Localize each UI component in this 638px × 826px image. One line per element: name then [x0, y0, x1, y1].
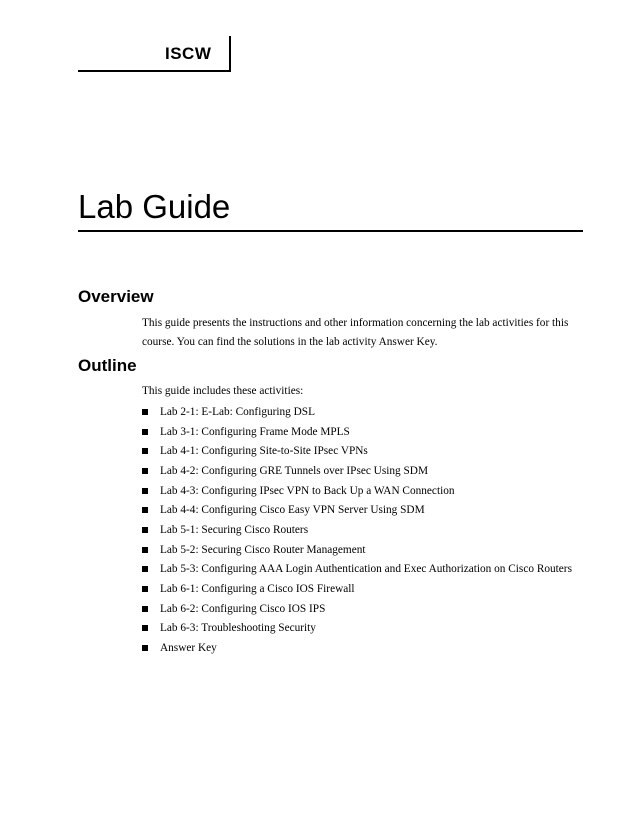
overview-line: This guide presents the instructions and other information concerning the lab activities for this: [142, 317, 569, 329]
bullet-square-icon: [142, 586, 148, 592]
list-item: [142, 540, 602, 560]
bullet-square-icon: [142, 527, 148, 533]
outline-intro: This guide includes these activities:: [142, 385, 304, 397]
activity-label: Lab 5-3: Configuring AAA Login Authentication and Exec Authorization on Cisco Routers: [160, 563, 572, 576]
list-item: [142, 402, 602, 422]
title-rule: [78, 230, 583, 232]
bullet-square-icon: [142, 507, 148, 513]
bullet-square-icon: [142, 448, 148, 454]
list-item: [142, 579, 602, 599]
list-item: [142, 461, 602, 481]
list-item: [142, 441, 602, 461]
bullet-square-icon: [142, 488, 148, 494]
activity-label: Lab 3-1: Configuring Frame Mode MPLS: [160, 425, 350, 438]
header-rule: [78, 70, 231, 72]
list-item: [142, 560, 602, 580]
overview-line: course. You can find the solutions in the lab activity Answer Key.: [142, 336, 438, 348]
list-item: [142, 619, 602, 639]
bullet-square-icon: [142, 547, 148, 553]
activity-label: Lab 4-1: Configuring Site-to-Site IPsec VPNs: [160, 445, 368, 458]
overview-text: [142, 314, 590, 352]
bullet-square-icon: [142, 625, 148, 631]
page-title: Lab Guide: [78, 188, 231, 225]
activity-label: Answer Key: [160, 642, 217, 655]
activity-label: Lab 6-1: Configuring a Cisco IOS Firewall: [160, 583, 355, 596]
activity-label: Lab 4-3: Configuring IPsec VPN to Back Up a WAN Connection: [160, 484, 455, 497]
activity-label: Lab 2-1: E-Lab: Configuring DSL: [160, 405, 315, 418]
bullet-square-icon: [142, 409, 148, 415]
course-code: ISCW: [165, 44, 212, 63]
bullet-square-icon: [142, 645, 148, 651]
activity-label: Lab 5-2: Securing Cisco Router Management: [160, 543, 366, 556]
outline-heading: Outline: [78, 356, 137, 375]
activity-label: Lab 4-2: Configuring GRE Tunnels over IPsec Using SDM: [160, 464, 428, 477]
activity-label: Lab 4-4: Configuring Cisco Easy VPN Server Using SDM: [160, 504, 425, 517]
list-item: [142, 422, 602, 442]
list-item: [142, 500, 602, 520]
list-item: [142, 638, 602, 658]
list-item: [142, 599, 602, 619]
bullet-square-icon: [142, 429, 148, 435]
overview-heading: Overview: [78, 287, 154, 306]
bullet-square-icon: [142, 566, 148, 572]
activity-list: [142, 402, 602, 658]
bullet-square-icon: [142, 606, 148, 612]
activity-label: Lab 6-3: Troubleshooting Security: [160, 622, 316, 635]
header-vertical-rule: [229, 36, 231, 72]
activity-label: Lab 6-2: Configuring Cisco IOS IPS: [160, 602, 326, 615]
list-item: [142, 481, 602, 501]
bullet-square-icon: [142, 468, 148, 474]
list-item: [142, 520, 602, 540]
activity-label: Lab 5-1: Securing Cisco Routers: [160, 523, 309, 536]
